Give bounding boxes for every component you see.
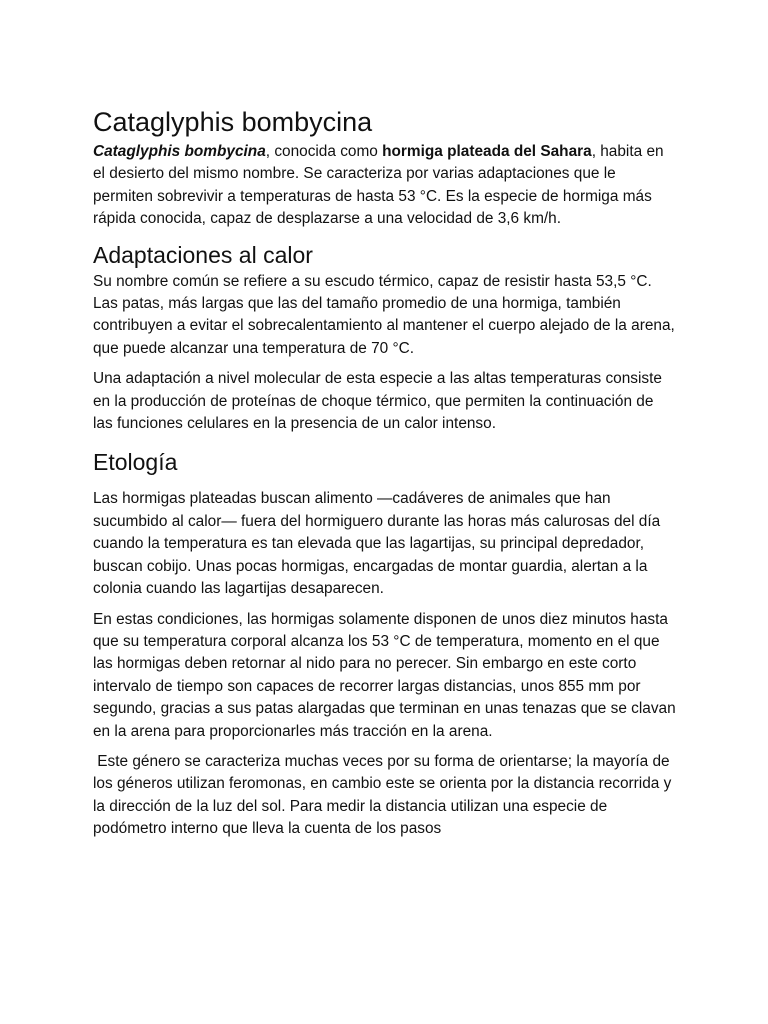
intro-paragraph (93, 141, 677, 231)
common-name: hormiga plateada del Sahara (382, 143, 592, 160)
intro-text-2: , habita en el desierto del mismo nombre. Se caracteriza por varias adaptaciones que le permiten sobrevivir a temperaturas de hasta 53 °C. Es la especie de hormiga más rápida conocida, capaz de desplazarse a una velocidad de 3,6 km/h. (93, 143, 664, 228)
intro-text-1: , conocida como (265, 143, 383, 160)
document-page (93, 104, 677, 849)
heat-paragraph-1: Su nombre común se refiere a su escudo térmico, capaz de resistir hasta 53,5 °C. Las patas, más largas que las del tamaño promedio de una hormiga, también contribuyen a evitar el sobrecalentamiento al mantener el cuerpo alejado de la arena, que puede alcanzar una temperatura de 70 °C. (93, 272, 675, 357)
heading-heat-adaptations: Adaptaciones al calor (93, 241, 313, 268)
ethology-paragraph-2: En estas condiciones, las hormigas solamente disponen de unos diez minutos hasta que su temperatura corporal alcanza los 53 °C de temperatura, momento en el que las hormigas deben retornar al nido para no perecer. Sin embargo en este corto intervalo de tiempo son capaces de recorrer largas distancias, unos 855 mm por segundo, gracias a sus patas alargadas que terminan en unas tenazas que se clavan en la arena para proporcionarles más tracción en la arena. (93, 610, 676, 740)
ethology-paragraph-1: Las hormigas plateadas buscan alimento —cadáveres de animales que han sucumbido al calor— fuera del hormiguero durante las horas más calurosas del día cuando la temperatura es tan elevada que las lagartijas, su principal depredador, buscan cobijo. Unas pocas hormigas, encargadas de montar guardia, alertan a la colonia cuando las lagartijas desaparecen. (93, 490, 661, 598)
document-title: Cataglyphis bombycina (93, 107, 373, 137)
heat-paragraph-2: Una adaptación a nivel molecular de esta especie a las altas temperaturas consiste en la producción de proteínas de choque térmico, que permiten la continuación de las funciones celulares en la presencia de un calor intenso. (93, 370, 662, 433)
ethology-paragraph-3: Este género se caracteriza muchas veces por su forma de orientarse; la mayoría de los géneros utilizan feromonas, en cambio este se orienta por la distancia recorrida y la dirección de la luz del sol. Para medir la distancia utilizan una especie de podómetro interno que lleva la cuenta de los pasos (93, 752, 676, 838)
heading-ethology: Etología (93, 449, 178, 476)
species-name: Cataglyphis bombycina (93, 143, 266, 160)
